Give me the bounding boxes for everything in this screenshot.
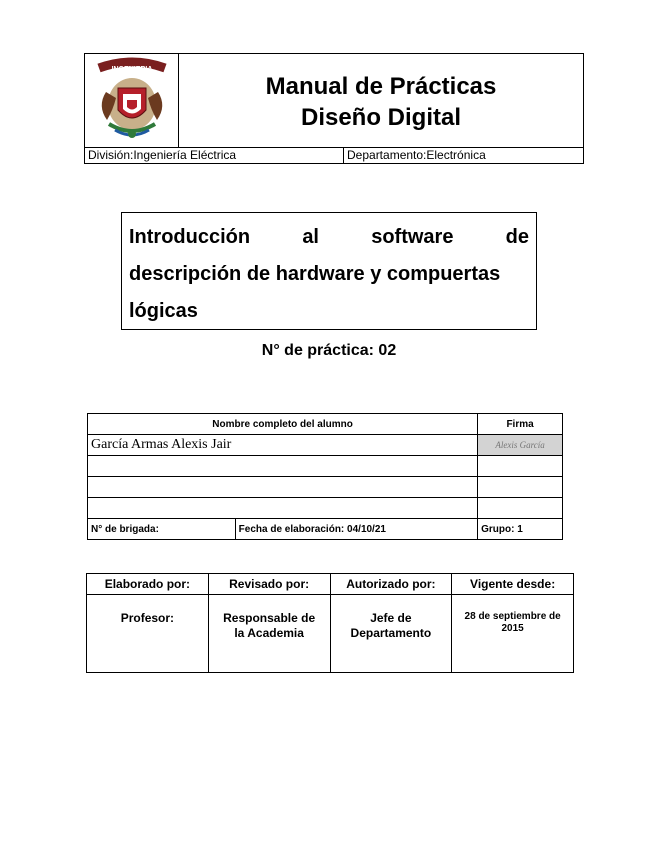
course-title: Diseño Digital [300, 104, 462, 131]
practice-title-word: Introducción [129, 226, 251, 248]
elaborated-by-value: Profesor: [87, 595, 209, 673]
practice-title-word: al [302, 226, 319, 248]
student-name-cell: García Armas Alexis Jair [88, 435, 478, 456]
practice-title-word: software [371, 226, 454, 248]
practice-title-box [121, 212, 537, 330]
authorized-by-value: Jefe de Departamento [330, 595, 452, 673]
logo-text: INGENIERIA [111, 66, 153, 73]
empty-signature-cell [478, 498, 563, 519]
signature-header: Firma [478, 414, 563, 435]
valid-since-header: Vigente desde: [452, 574, 574, 595]
empty-name-cell [88, 477, 478, 498]
practice-title-word: de [505, 226, 529, 248]
table-header-row [88, 414, 563, 435]
reviewed-by-header: Revisado por: [208, 574, 330, 595]
elaborated-by-header: Elaborado por: [87, 574, 209, 595]
table-row [88, 477, 563, 498]
group-label: Grupo: 1 [478, 519, 563, 540]
signature-image: Alexis García [495, 439, 545, 450]
empty-signature-cell [478, 456, 563, 477]
practice-number: N° de práctica: 02 [261, 342, 397, 359]
practice-title-line-2: descripción de hardware y compuertas [129, 263, 501, 285]
student-table [87, 413, 563, 540]
date-label: Fecha de elaboración: 04/10/21 [235, 519, 477, 540]
empty-signature-cell [478, 477, 563, 498]
manual-title-cell [179, 54, 583, 147]
brigade-label: N° de brigada: [88, 519, 236, 540]
table-row [88, 498, 563, 519]
approval-table [86, 573, 574, 673]
document-header [84, 53, 584, 164]
department-label: Departamento:Electrónica [347, 148, 486, 162]
reviewed-by-value: Responsable de la Academia [208, 595, 330, 673]
table-row [88, 456, 563, 477]
authorized-by-header: Autorizado por: [330, 574, 452, 595]
logo-cell [85, 54, 179, 147]
table-footer-row [88, 519, 563, 540]
practice-title-line-3: lógicas [129, 300, 198, 322]
university-crest-logo [85, 54, 179, 147]
division-label: División:Ingeniería Eléctrica [85, 148, 344, 164]
empty-name-cell [88, 498, 478, 519]
student-name-header: Nombre completo del alumno [88, 414, 478, 435]
empty-name-cell [88, 456, 478, 477]
practice-title-line-1 [129, 219, 529, 256]
approval-values-row [87, 595, 574, 673]
valid-since-value: 28 de septiembre de 2015 [452, 595, 574, 673]
table-row [88, 435, 563, 456]
signature-cell [478, 435, 563, 456]
manual-title: Manual de Prácticas [265, 73, 497, 100]
approval-header-row [87, 574, 574, 595]
header-info-row [85, 147, 583, 163]
